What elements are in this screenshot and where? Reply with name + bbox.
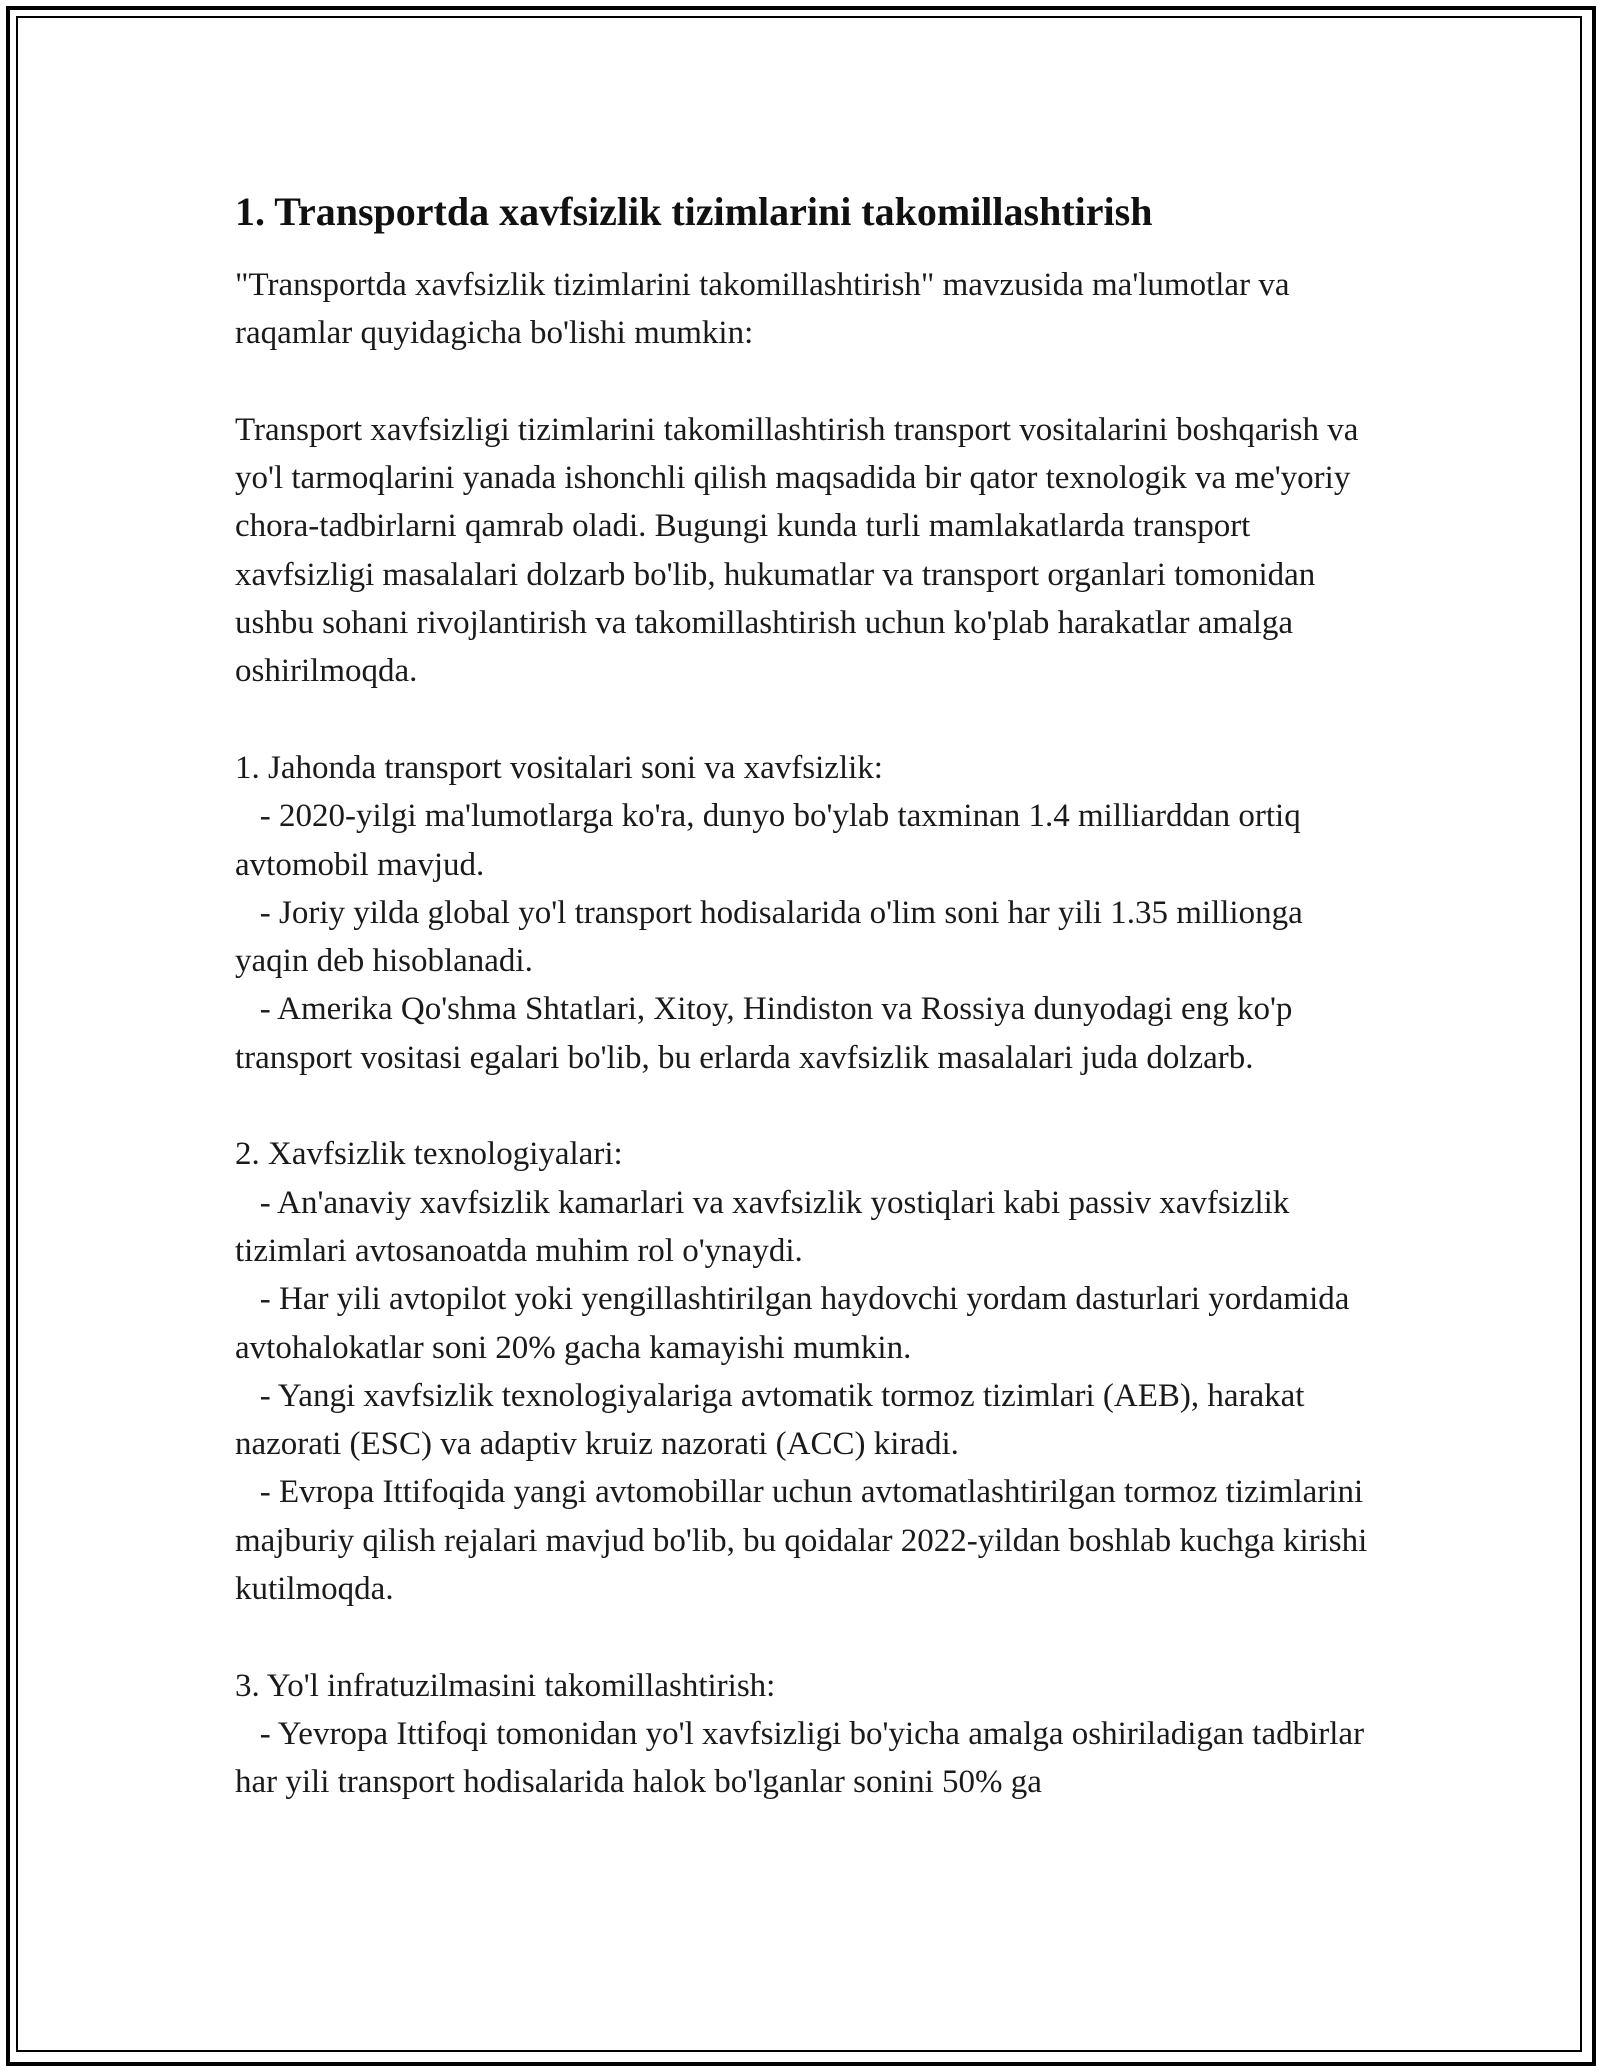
- intro-text: "Transportda xavfsizlik tizimlarini takomillashtirish" mavzusida ma'lumotlar va raqamlar quyidagicha bo'lishi mumkin:: [235, 267, 1298, 352]
- list-item: - Amerika Qo'shma Shtatlari, Xitoy, Hindiston va Rossiya dunyodagi eng ko'p transport vositasi egalari bo'lib, bu erlarda xavfsizlik masalalari juda dolzarb.: [235, 991, 1301, 1076]
- section-heading: 2. Xavfsizlik texnologiyalari:: [235, 1136, 623, 1173]
- list-item: - 2020-yilgi ma'lumotlarga ko'ra, dunyo bo'ylab taxminan 1.4 milliarddan ortiq avtomobil mavjud.: [235, 798, 1309, 883]
- section-heading: 3. Yo'l infratuzilmasini takomillashtirish:: [235, 1667, 776, 1704]
- document-body: [235, 185, 1376, 1807]
- document-title: 1. Transportda xavfsizlik tizimlarini takomillashtirish: [235, 189, 1153, 234]
- list-item: - Yangi xavfsizlik texnologiyalariga avtomatik tormoz tizimlari (AEB), harakat nazorati (ESC) va adaptiv kruiz nazorati (ACC) kiradi.: [235, 1377, 1313, 1463]
- spacer: [235, 696, 1370, 744]
- section-3: [235, 1662, 1373, 1807]
- main-paragraph: Transport xavfsizligi tizimlarini takomillashtirish transport vositalarini boshqarish va yo'l tarmoqlarini yanada ishonchli qilish maqsadida bir qator texnologik va me'yoriy chora-tadbirlarni qamrab oladi. Bugungi kunda turli mamlakatlarda transport xavfsizligi masalalari dolzarb bo'lib, hukumatlar va transport organlari tomonidan ushbu sohani rivojlantirish va takomillashtirish uchun ko'plab harakatlar amalga oshirilmoqda.: [235, 411, 1367, 690]
- section-2: [235, 1130, 1376, 1613]
- list-item: - An'anaviy xavfsizlik kamarlari va xavfsizlik yostiqlari kabi passiv xavfsizlik tizimlari avtosanoatda muhim rol o'ynaydi.: [235, 1184, 1298, 1269]
- spacer: [235, 358, 1370, 406]
- section-1: [235, 744, 1370, 1082]
- list-item: - Har yili avtopilot yoki yengillashtirilgan haydovchi yordam dasturlari yordamida avtohalokatlar soni 20% gacha kamayishi mumkin.: [235, 1281, 1358, 1366]
- list-item: - Yevropa Ittifoqi tomonidan yo'l xavfsizligi bo'yicha amalga oshiriladigan tadbirlar har yili transport hodisalarida halok bo'lganlar sonini 50% ga: [235, 1715, 1373, 1801]
- section-heading: 1. Jahonda transport vositalari soni va xavfsizlik:: [235, 749, 883, 786]
- list-item: - Joriy yilda global yo'l transport hodisalarida o'lim soni har yili 1.35 millionga yaqin deb hisoblanadi.: [235, 894, 1311, 980]
- spacer: [235, 1082, 1370, 1130]
- spacer: [235, 1613, 1370, 1661]
- list-item: - Evropa Ittifoqida yangi avtomobillar uchun avtomatlashtirilgan tormoz tizimlarini majburiy qilish rejalari mavjud bo'lib, bu qoidalar 2022-yildan boshlab kuchga kirishi kutilmoqda.: [235, 1474, 1376, 1608]
